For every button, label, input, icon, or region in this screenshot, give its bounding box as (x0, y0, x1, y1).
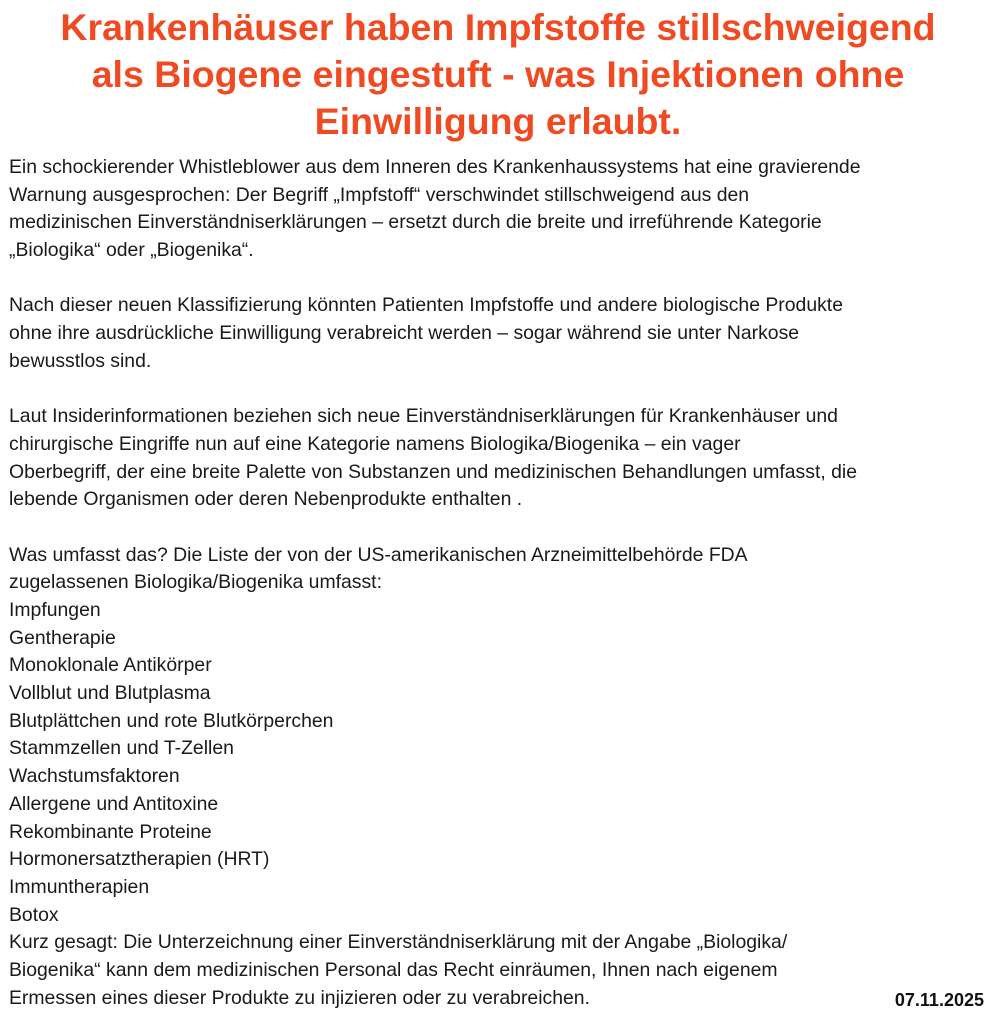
list-item: Stammzellen und T-Zellen (9, 737, 234, 760)
paragraph-line: bewusstlos sind. (9, 349, 152, 372)
paragraph-4 (9, 542, 989, 597)
paragraph-line: ohne ihre ausdrückliche Einwilligung verabreicht werden – sogar während sie unter Narkose (9, 322, 800, 345)
paragraph-line: Oberbegriff, der eine breite Palette von Substanzen und medizinischen Behandlungen umfasst, die (9, 460, 857, 483)
headline-line-1: Krankenhäuser haben Impfstoffe stillschweigend (60, 6, 936, 48)
summary-paragraph (9, 929, 989, 1012)
list-item: Hormonersatztherapien (HRT) (9, 848, 270, 871)
biologics-list (9, 597, 989, 929)
paragraph-line: medizinischen Einverständniserklärungen – ersetzt durch die breite und irreführende Kategorie (9, 211, 822, 234)
publication-date: 07.11.2025 (894, 990, 984, 1010)
paragraph-line: chirurgische Eingriffe nun auf eine Kategorie namens Biologika/Biogenika – ein vager (9, 432, 741, 455)
paragraph-line: Ein schockierender Whistleblower aus dem Inneren des Krankenhaussystems hat eine gravierende (9, 156, 861, 178)
summary-line: Ermessen eines dieser Produkte zu injizieren oder zu verabreichen. (9, 986, 590, 1009)
paragraph-line: Was umfasst das? Die Liste der von der US-amerikanischen Arzneimittelbehörde FDA (9, 543, 748, 566)
paragraph-gap (9, 514, 989, 542)
list-item: Vollblut und Blutplasma (9, 682, 211, 705)
paragraph-2 (9, 292, 989, 375)
paragraph-gap (9, 265, 989, 293)
paragraph-line: „Biologika“ oder „Biogenika“. (9, 239, 254, 262)
list-item: Impfungen (9, 599, 101, 621)
paragraph-1 (9, 154, 989, 265)
paragraph-line: Nach dieser neuen Klassifizierung könnten Patienten Impfstoffe und andere biologische Produkte (9, 294, 843, 317)
list-item: Rekombinante Proteine (9, 820, 212, 843)
list-item: Gentherapie (9, 626, 116, 649)
list-item: Wachstumsfaktoren (9, 765, 180, 788)
summary-line: Kurz gesagt: Die Unterzeichnung einer Einverständniserklärung mit der Angabe „Biologika/ (9, 931, 788, 954)
list-item: Monoklonale Antikörper (9, 654, 212, 677)
list-item: Allergene und Antitoxine (9, 792, 219, 815)
paragraph-line: Laut Insiderinformationen beziehen sich neue Einverständniserklärungen für Krankenhäuser und (9, 405, 838, 428)
paragraph-line: lebende Organismen oder deren Nebenprodukte enthalten . (9, 488, 523, 511)
summary-line: Biogenika“ kann dem medizinischen Personal das Recht einräumen, Ihnen nach eigenem (9, 958, 778, 981)
paragraph-3 (9, 403, 989, 514)
paragraph-gap (9, 376, 989, 404)
headline-line-2: als Biogene eingestuft - was Injektionen ohne (91, 53, 905, 95)
list-item: Immuntherapien (9, 875, 150, 898)
paragraph-line: Warnung ausgesprochen: Der Begriff „Impfstoff“ verschwindet stillschweigend aus den (9, 183, 750, 206)
headline (0, 4, 996, 145)
list-item: Blutplättchen und rote Blutkörperchen (9, 709, 334, 732)
list-item: Botox (9, 903, 59, 926)
headline-line-3: Einwilligung erlaubt. (314, 100, 682, 142)
article-body (9, 154, 989, 1012)
paragraph-line: zugelassenen Biologika/Biogenika umfasst: (9, 571, 382, 594)
